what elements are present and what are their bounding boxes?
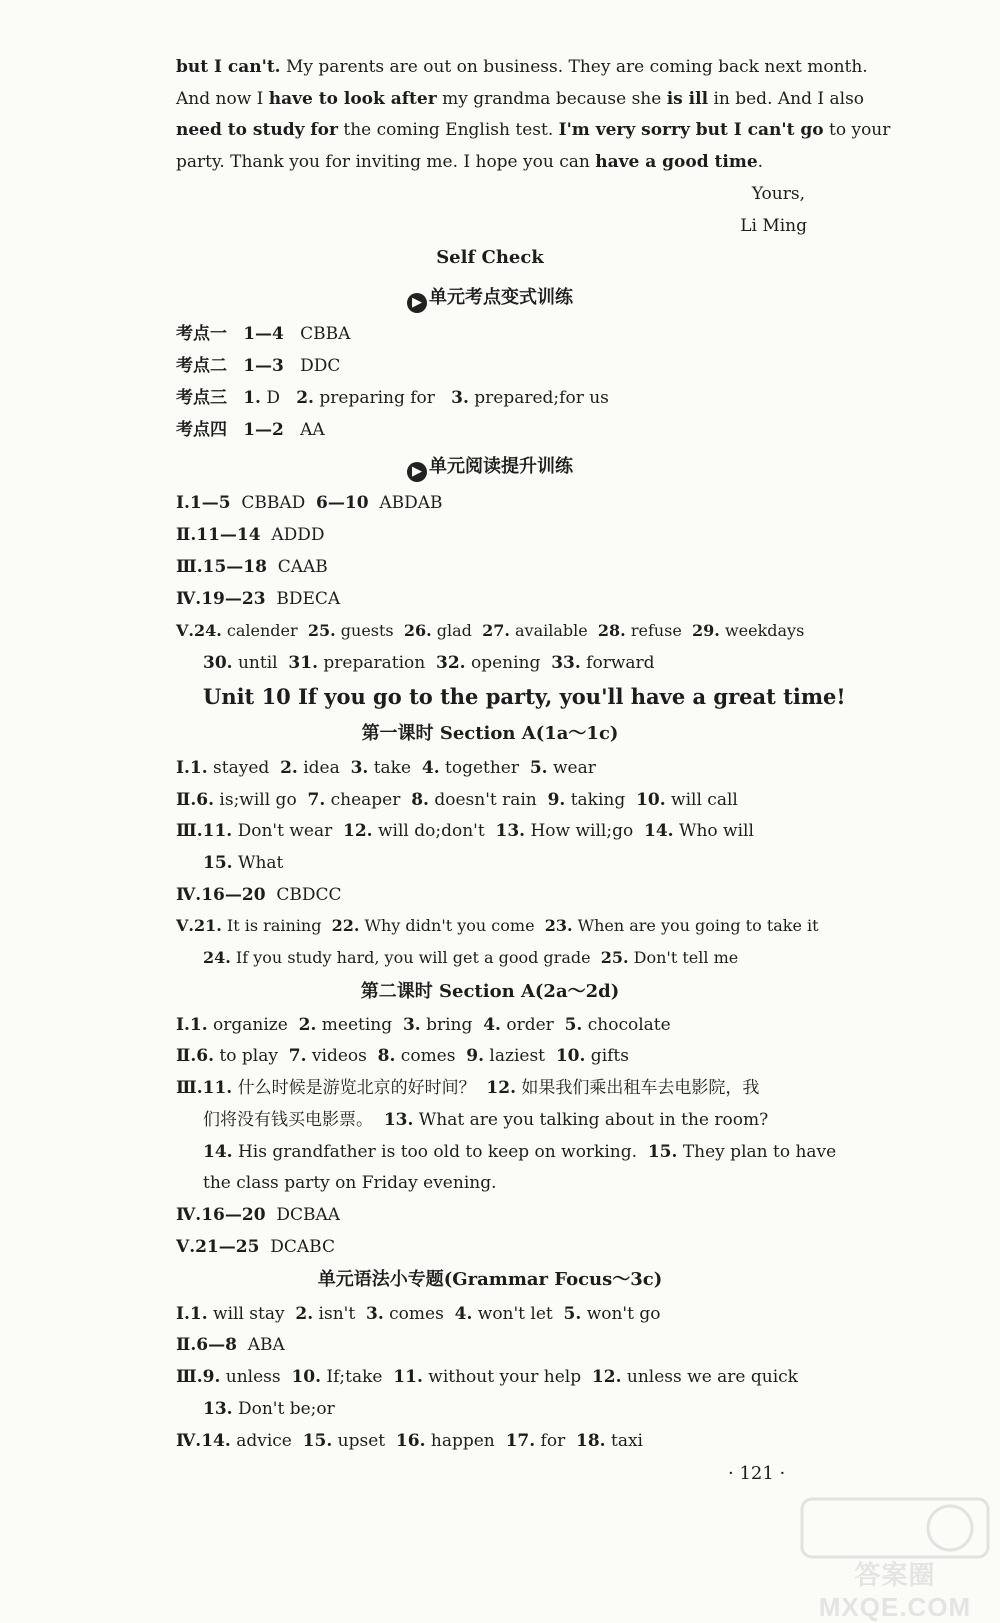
answer-number: 30.	[203, 653, 233, 673]
kaodian-answers	[243, 388, 609, 408]
answer-number: 3.	[350, 758, 369, 778]
answer-text: preparation	[317, 653, 436, 673]
answer-text: won't let	[472, 1304, 564, 1324]
answer-text: together	[439, 758, 530, 778]
answer-number: 5.	[564, 1015, 583, 1035]
answer-number: 32.	[436, 653, 466, 673]
answer-number: 13.	[383, 1110, 414, 1130]
answer-number: 10.	[555, 1046, 586, 1066]
answer-number: 12.	[591, 1367, 622, 1387]
answer-number: 13.	[495, 821, 526, 841]
answer-number: 12.	[486, 1078, 516, 1098]
answer-number: Ⅱ.6.	[176, 790, 214, 810]
answer-line	[203, 851, 283, 875]
answer-text: will call	[665, 790, 738, 810]
answer-text: will do;don't	[372, 821, 496, 841]
answer-text: 们将没有钱买电影票。	[203, 1110, 384, 1130]
answer-text: for	[535, 1431, 577, 1451]
answer-text: gifts	[585, 1046, 629, 1066]
answer-number: have to look after	[268, 89, 437, 109]
answer-text: When are you going to take it	[572, 916, 819, 935]
answer-line	[176, 788, 738, 812]
letter-line	[176, 87, 864, 111]
answer-line	[176, 1302, 660, 1326]
answer-text: 什么时候是游览北京的好时间？	[232, 1078, 487, 1098]
answer-text: glad	[431, 621, 483, 640]
answer-line	[203, 1397, 335, 1421]
answer-text: isn't	[313, 1304, 366, 1324]
answer-number: Ⅳ.16—20	[176, 885, 266, 905]
answer-text: DCBAA	[265, 1205, 341, 1225]
answer-number: 33.	[551, 653, 581, 673]
answer-text: idea	[297, 758, 351, 778]
answer-number: 3.	[451, 388, 469, 408]
answer-line	[176, 756, 596, 780]
answer-text: Don't be;or	[232, 1399, 335, 1419]
answer-line	[203, 946, 738, 970]
lesson-heading: 第二课时 Section A(2a～2d)	[360, 981, 620, 1002]
answer-number: 28.	[597, 621, 626, 640]
lesson-heading: 单元语法小专题(Grammar Focus～3c)	[317, 1269, 663, 1290]
section-heading	[0, 286, 990, 313]
kaodian-answer: DDC	[300, 356, 341, 376]
answer-text: the coming English test.	[337, 120, 559, 140]
answer-text: taxi	[605, 1431, 643, 1451]
answer-number: Ⅰ.1.	[176, 758, 208, 778]
answer-text: prepared;for us	[468, 388, 609, 408]
kaodian-line	[176, 418, 325, 442]
answer-text: 如果我们乘出租车去电影院，我	[516, 1078, 760, 1098]
answer-number: 10.	[291, 1367, 322, 1387]
unit-title: Unit 10 If you go to the party, you'll have a great time!	[203, 684, 846, 709]
answer-text: calender	[221, 621, 308, 640]
answer-number: 3.	[365, 1304, 384, 1324]
answer-text: doesn't rain	[428, 790, 548, 810]
answer-text: How will;go	[525, 821, 645, 841]
answer-number: Ⅲ.11.	[176, 1078, 233, 1098]
kaodian-label: 考点一	[176, 324, 227, 344]
kaodian-range: 1—3	[243, 356, 284, 376]
answer-line	[203, 651, 655, 675]
answer-line	[176, 883, 341, 907]
answer-text: cheaper	[325, 790, 412, 810]
answer-text: weekdays	[719, 621, 805, 640]
answer-text: in bed. And I also	[708, 89, 865, 109]
answer-line	[176, 1429, 643, 1453]
answer-text: won't go	[581, 1304, 661, 1324]
answer-line	[176, 1203, 340, 1227]
answer-number: 10.	[636, 790, 666, 810]
kaodian-line	[176, 386, 609, 410]
answer-number: 2.	[296, 388, 314, 408]
answer-number: but I can't.	[176, 57, 281, 77]
answer-number: 8.	[377, 1046, 396, 1066]
answer-text: available	[509, 621, 598, 640]
answer-text: Why didn't you come	[359, 916, 545, 935]
arrow-right-icon: ▶	[407, 462, 427, 482]
answer-text: It is raining	[221, 916, 332, 935]
answer-number: Ⅴ.24.	[176, 621, 222, 640]
answer-text: the class party on Friday evening.	[203, 1173, 497, 1193]
answer-text: What are you talking about in the room?	[413, 1110, 769, 1130]
answer-number: 15.	[647, 1142, 678, 1162]
answer-text: to play	[214, 1046, 289, 1066]
answer-text: CBDCC	[265, 885, 342, 905]
kaodian-answer: AA	[300, 420, 325, 440]
answer-text: videos	[306, 1046, 378, 1066]
answer-text: Don't wear	[232, 821, 344, 841]
answer-number: Ⅲ.11.	[176, 821, 233, 841]
answer-text: And now I	[176, 89, 269, 109]
self-check-title: Self Check	[436, 247, 544, 268]
answer-text: ABDAB	[368, 493, 443, 513]
answer-text: laziest	[484, 1046, 556, 1066]
answer-text: forward	[580, 653, 655, 673]
answer-number: 26.	[403, 621, 432, 640]
answer-number: 4.	[454, 1304, 473, 1324]
answer-number: 9.	[466, 1046, 485, 1066]
answer-text: Don't tell me	[628, 948, 739, 967]
answer-text: meeting	[316, 1015, 403, 1035]
answer-number: Ⅳ.14.	[176, 1431, 231, 1451]
letter-line	[176, 55, 868, 79]
answer-number: Ⅳ.16—20	[176, 1205, 266, 1225]
answer-number: 23.	[544, 916, 573, 935]
answer-number: Ⅰ.1.	[176, 1015, 208, 1035]
letter-line	[176, 150, 763, 174]
kaodian-line	[176, 354, 340, 378]
arrow-right-icon: ▶	[407, 293, 427, 313]
answer-number: 7.	[307, 790, 326, 810]
answer-line	[176, 1235, 335, 1259]
answer-number: need to study for	[176, 120, 338, 140]
answer-number: have a good time	[595, 152, 758, 172]
answer-number: 4.	[483, 1015, 501, 1035]
kaodian-label: 考点三	[176, 388, 227, 408]
answer-number: 8.	[411, 790, 429, 810]
answer-number: 17.	[505, 1431, 536, 1451]
answer-line	[176, 1365, 798, 1389]
answer-number: Ⅴ.21.	[176, 916, 222, 935]
answer-number: Ⅱ.6—8	[176, 1335, 237, 1355]
answer-number: 15.	[203, 853, 233, 873]
answer-number: Ⅴ.21—25	[176, 1237, 260, 1257]
answer-number: 25.	[307, 621, 336, 640]
answer-number: 7.	[288, 1046, 307, 1066]
letter-line	[176, 118, 890, 142]
kaodian-label: 考点二	[176, 356, 227, 376]
answer-text: What	[232, 853, 284, 873]
answer-line	[176, 619, 804, 643]
kaodian-range: 1—4	[243, 324, 284, 344]
answer-text: order	[500, 1015, 565, 1035]
answer-text: unless	[220, 1367, 292, 1387]
answer-text: upset	[332, 1431, 396, 1451]
answer-text: Who will	[673, 821, 754, 841]
watermark-logo	[800, 1495, 990, 1622]
answer-number: 11.	[393, 1367, 423, 1387]
answer-number: 29.	[692, 621, 720, 640]
answer-line	[176, 1076, 759, 1100]
answer-line	[176, 587, 340, 611]
kaodian-answer: CBBA	[300, 324, 351, 344]
answer-text: D	[260, 388, 297, 408]
answer-number: I'm very sorry but I can't go	[558, 120, 824, 140]
answer-line	[203, 1140, 836, 1164]
answer-text: refuse	[625, 621, 693, 640]
section-heading-text: 单元考点变式训练	[429, 287, 573, 308]
answer-number: 4.	[421, 758, 440, 778]
answer-text: His grandfather is too old to keep on working.	[232, 1142, 648, 1162]
answer-text: my grandma because she	[436, 89, 667, 109]
kaodian-label: 考点四	[176, 420, 227, 440]
answer-number: Ⅲ.9.	[176, 1367, 221, 1387]
answer-text: organize	[207, 1015, 299, 1035]
answer-number: Ⅱ.11—14	[176, 525, 261, 545]
letter-signature: Li Ming	[740, 216, 807, 236]
answer-number: Ⅳ.19—23	[176, 589, 266, 609]
answer-text: advice	[230, 1431, 303, 1451]
answer-text: CBBAD	[230, 493, 317, 513]
answer-number: 31.	[288, 653, 318, 673]
answer-text: will stay	[207, 1304, 296, 1324]
answer-number: 15.	[302, 1431, 333, 1451]
answer-number: 2.	[298, 1015, 317, 1035]
answer-text: guests	[335, 621, 404, 640]
answer-line	[176, 1333, 285, 1357]
answer-number: 14.	[644, 821, 674, 841]
answer-number: 16.	[395, 1431, 426, 1451]
answer-number: 13.	[203, 1399, 233, 1419]
answer-text: preparing for	[313, 388, 452, 408]
answer-text: ADDD	[260, 525, 325, 545]
answer-number: 24.	[203, 948, 231, 967]
kaodian-line	[176, 322, 350, 346]
answer-text: stayed	[207, 758, 281, 778]
letter-closing: Yours,	[751, 184, 805, 204]
answer-line	[176, 555, 328, 579]
answer-text: comes	[383, 1304, 455, 1324]
answer-text: chocolate	[582, 1015, 671, 1035]
answer-text: unless we are quick	[621, 1367, 798, 1387]
answer-number: Ⅲ.15—18	[176, 557, 267, 577]
answer-text: If you study hard, you will get a good grade	[230, 948, 601, 967]
answer-number: Ⅰ.1.	[176, 1304, 208, 1324]
answer-number: 12.	[343, 821, 373, 841]
answer-line	[176, 1044, 629, 1068]
answer-text: party. Thank you for inviting me. I hope you can	[176, 152, 596, 172]
section-heading	[0, 455, 990, 482]
answer-text: until	[232, 653, 289, 673]
answer-text: bring	[420, 1015, 484, 1035]
answer-number: Ⅰ.1—5	[176, 493, 231, 513]
answer-text: .	[757, 152, 764, 172]
answer-text: CAAB	[266, 557, 328, 577]
page-number: · 121 ·	[728, 1463, 786, 1484]
answer-number: 18.	[576, 1431, 606, 1451]
answer-number: 2.	[280, 758, 298, 778]
answer-text: without your help	[422, 1367, 592, 1387]
answer-text: They plan to have	[677, 1142, 837, 1162]
answer-text: take	[368, 758, 422, 778]
lesson-heading: 第一课时 Section A(1a～1c)	[361, 723, 619, 744]
answer-text: happen	[425, 1431, 506, 1451]
answer-line	[176, 523, 325, 547]
answer-text: DCABC	[259, 1237, 335, 1257]
answer-line	[176, 914, 819, 938]
kaodian-range: 1—2	[243, 420, 284, 440]
answer-line	[176, 1013, 671, 1037]
answer-text: ABA	[236, 1335, 285, 1355]
answer-number: 25.	[600, 948, 629, 967]
answer-text: BDECA	[265, 589, 341, 609]
answer-text: is;will go	[214, 790, 308, 810]
answer-number: Ⅱ.6.	[176, 1046, 214, 1066]
answer-text: If;take	[321, 1367, 394, 1387]
answer-number: 5.	[529, 758, 548, 778]
answer-number: 1.	[243, 388, 261, 408]
answer-text: to your	[823, 120, 891, 140]
answer-line	[203, 1171, 497, 1195]
answer-text: wear	[547, 758, 596, 778]
answer-number: 2.	[295, 1304, 314, 1324]
answer-number: 3.	[402, 1015, 421, 1035]
section-heading-text: 单元阅读提升训练	[429, 456, 573, 477]
answer-number: 9.	[547, 790, 566, 810]
answer-text: opening	[465, 653, 552, 673]
answer-line	[176, 819, 754, 843]
answer-number: 14.	[203, 1142, 233, 1162]
answer-number: 5.	[563, 1304, 582, 1324]
answer-line	[176, 491, 443, 515]
answer-text: comes	[395, 1046, 467, 1066]
answer-number: 22.	[331, 916, 360, 935]
answer-number: is ill	[666, 89, 709, 109]
answer-number: 6—10	[316, 493, 369, 513]
answer-number: 27.	[482, 621, 510, 640]
answer-line	[203, 1108, 768, 1132]
watermark-text: 答案圈 MXQE.COM	[818, 1560, 972, 1622]
answer-text: My parents are out on business. They are coming back next month.	[280, 57, 868, 77]
answer-text: taking	[565, 790, 637, 810]
